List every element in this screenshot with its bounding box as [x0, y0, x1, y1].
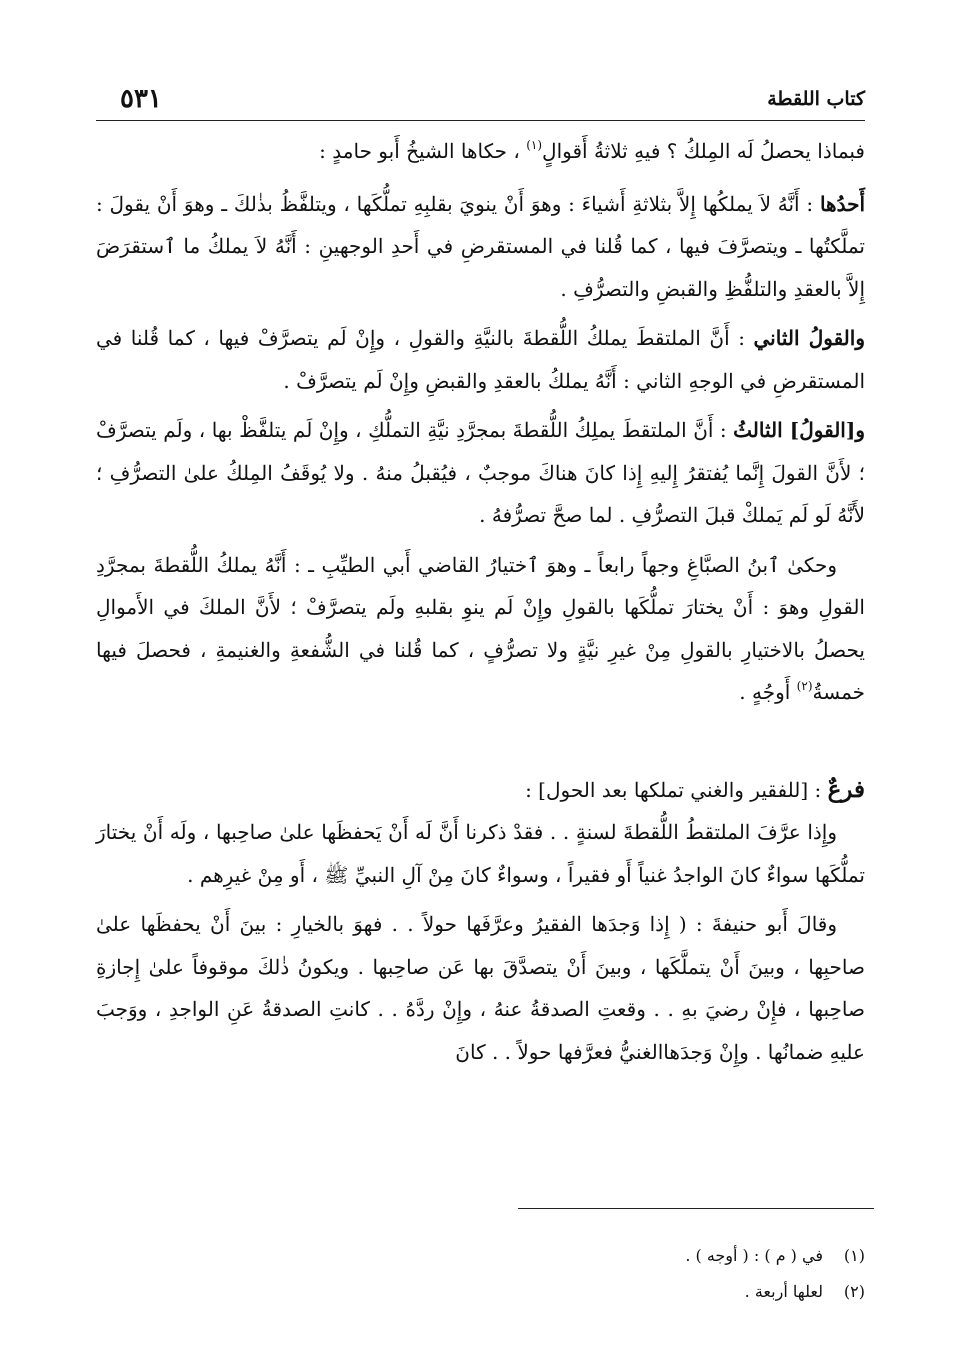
paragraph-first-opinion: أَحدُها : أَنَّهُ لاَ يملكُها إِلاَّ بثلاثةِ أَشياءَ : وهوَ أَنْ ينويَ بقلبِهِ تملُّكَها ، ويتلفَّظُ بذٰلكَ ـ وهوَ أَنْ يقولَ : تملَّكتُها ـ ويتصرَّفَ فيها ، كما قُلنا في المستقرضِ في أَحدِ الوجهينِ : أَنَّهُ لاَ يملكُ ما ٱستقرَضَ إِلاَّ بالعقدِ والتلفُّظِ والقبضِ والتصرُّفِ . — [96, 191, 866, 301]
paragraph-year-announcement: وإِذا عرَّفَ الملتقطُ اللُّقطةَ لسنةٍ . . فقدْ ذكرنا أَنَّ لَه أَنْ يَحفظَها علىٰ صاحِبها ، ولَه أَنْ يختارَ تملُّكَها سواءٌ كانَ الواجدُ غنياً أَو فقيراً ، وسواءٌ كانَ مِنْ آلِ النبيِّ ﷺ ، أَو مِنْ غيرِهم . — [96, 820, 865, 887]
footnote-number: (٢) — [843, 1282, 865, 1301]
paragraph-second-opinion: والقولُ الثاني : أَنَّ الملتقطَ يملكُ اللُّقطةَ بالنيَّةِ والقولِ ، وإِنْ لَم يتصرَّفْ فيها ، كما قُلنا في المستقرضِ في الوجهِ الثاني : أَنَّهُ يملكُ بالعقدِ والقبضِ وإِنْ لَم يتصرَّفْ . — [96, 326, 865, 393]
footnotes — [445, 1238, 865, 1310]
paragraph-third-opinion: و[القولُ] الثالثُ : أَنَّ الملتقطَ يملِكُ اللُّقطةَ بمجرَّدِ نيَّةِ التملُّكِ ، وإِنْ لَم يتلفَّظْ بها ، ولَم يتصرَّفْ ؛ لأَنَّ القولَ إِنَّما يُفتقرُ إِليهِ إِذا كانَ هناكَ موجبٌ ، فيُقبلُ منهُ . ولا يُوقَفُ المِلكُ علىٰ التصرُّفِ ؛ لأَنَّهُ لَو لَم يَملكْ قبلَ التصرُّفِ . لما صحَّ تصرُّفهُ . — [96, 418, 865, 527]
footnote-ref-1: (١) — [526, 138, 543, 152]
footnote-text: في ( م ) : ( أوجه ) . — [685, 1246, 823, 1265]
paragraph-abu-hanifa: وقالَ أَبو حنيفةَ : ( إِذا وَجدَها الفقيرُ وعرَّفَها حولاً . . فهوَ بالخيارِ : بينَ أَنْ يحفظَها علىٰ صاحبِها ، وبينَ أَنْ يتملَّكَها ، وبينَ أَنْ يتصدَّقَ بها عَن صاحِبها . ويكونُ ذٰلكَ موقوفاً علىٰ إِجازةِ صاحِبها ، فإِنْ رضيَ بهِ . . وقعتِ الصدقةُ عنهُ ، وإِنْ ردَّهُ . . كانتِ الصدقةُ عَنِ الواجدِ ، ووَجبَ عليهِ ضمانُها . وإِنْ وَجدَهاالغنيُّ فعرَّفها حولاً . . كانَ — [96, 912, 866, 1064]
footnote-number: (١) — [843, 1246, 865, 1265]
third-opinion-heading: و[القولُ] الثالثُ — [733, 418, 865, 442]
book-title: كتاب اللقطة — [767, 88, 865, 110]
first-opinion-heading: أَحدُها — [819, 191, 865, 216]
header-divider — [96, 120, 865, 121]
footnote-ref-2: (٢) — [796, 679, 813, 693]
section-title: : [للفقير والغني تملكها بعد الحول] : — [525, 777, 828, 802]
section-label: فرعٌ — [827, 775, 865, 803]
page-number: ٥٣١ — [120, 84, 162, 114]
footnote — [445, 1274, 865, 1310]
footnote — [445, 1238, 865, 1274]
footnote-divider — [518, 1208, 874, 1209]
second-opinion-heading: والقولُ الثاني — [753, 326, 865, 350]
paragraph-fourth-view: وحكىٰ ٱبنُ الصبَّاغِ وجهاً رابعاً ـ وهوَ ٱختيارُ القاضي أَبي الطيِّبِ ـ : أَنَّهُ يملكُ اللُّقطةَ بمجرَّدِ القولِ وهوَ : أَنْ يختارَ تملُّكَها بالقولِ وإِنْ لَم ينوِ بقلبهِ ولَم يتصرَّفْ ؛ لأَنَّ الملكَ في الأَموالِ يحصلُ بالاختيارِ بالقولِ مِنْ غيرِ نيَّةٍ ولا تصرُّفٍ ، كما قُلنا في الشُّفعةِ والغنيمةِ ، فحصلَ فيها خمسةُ$^{(٢)}$ أَوجُهٍ . — [96, 552, 865, 704]
paragraph-intro: فبماذا يحصلُ لَه المِلكُ ؟ فيهِ ثلاثةُ أَقوالٍ$^{(١)}$ ، حكاها الشيخُ أَبو حامدٍ : — [319, 138, 865, 163]
main-text — [96, 130, 865, 1073]
running-header — [96, 82, 865, 118]
section-heading — [96, 769, 865, 812]
footnote-text: لعلها أربعة . — [744, 1282, 823, 1301]
